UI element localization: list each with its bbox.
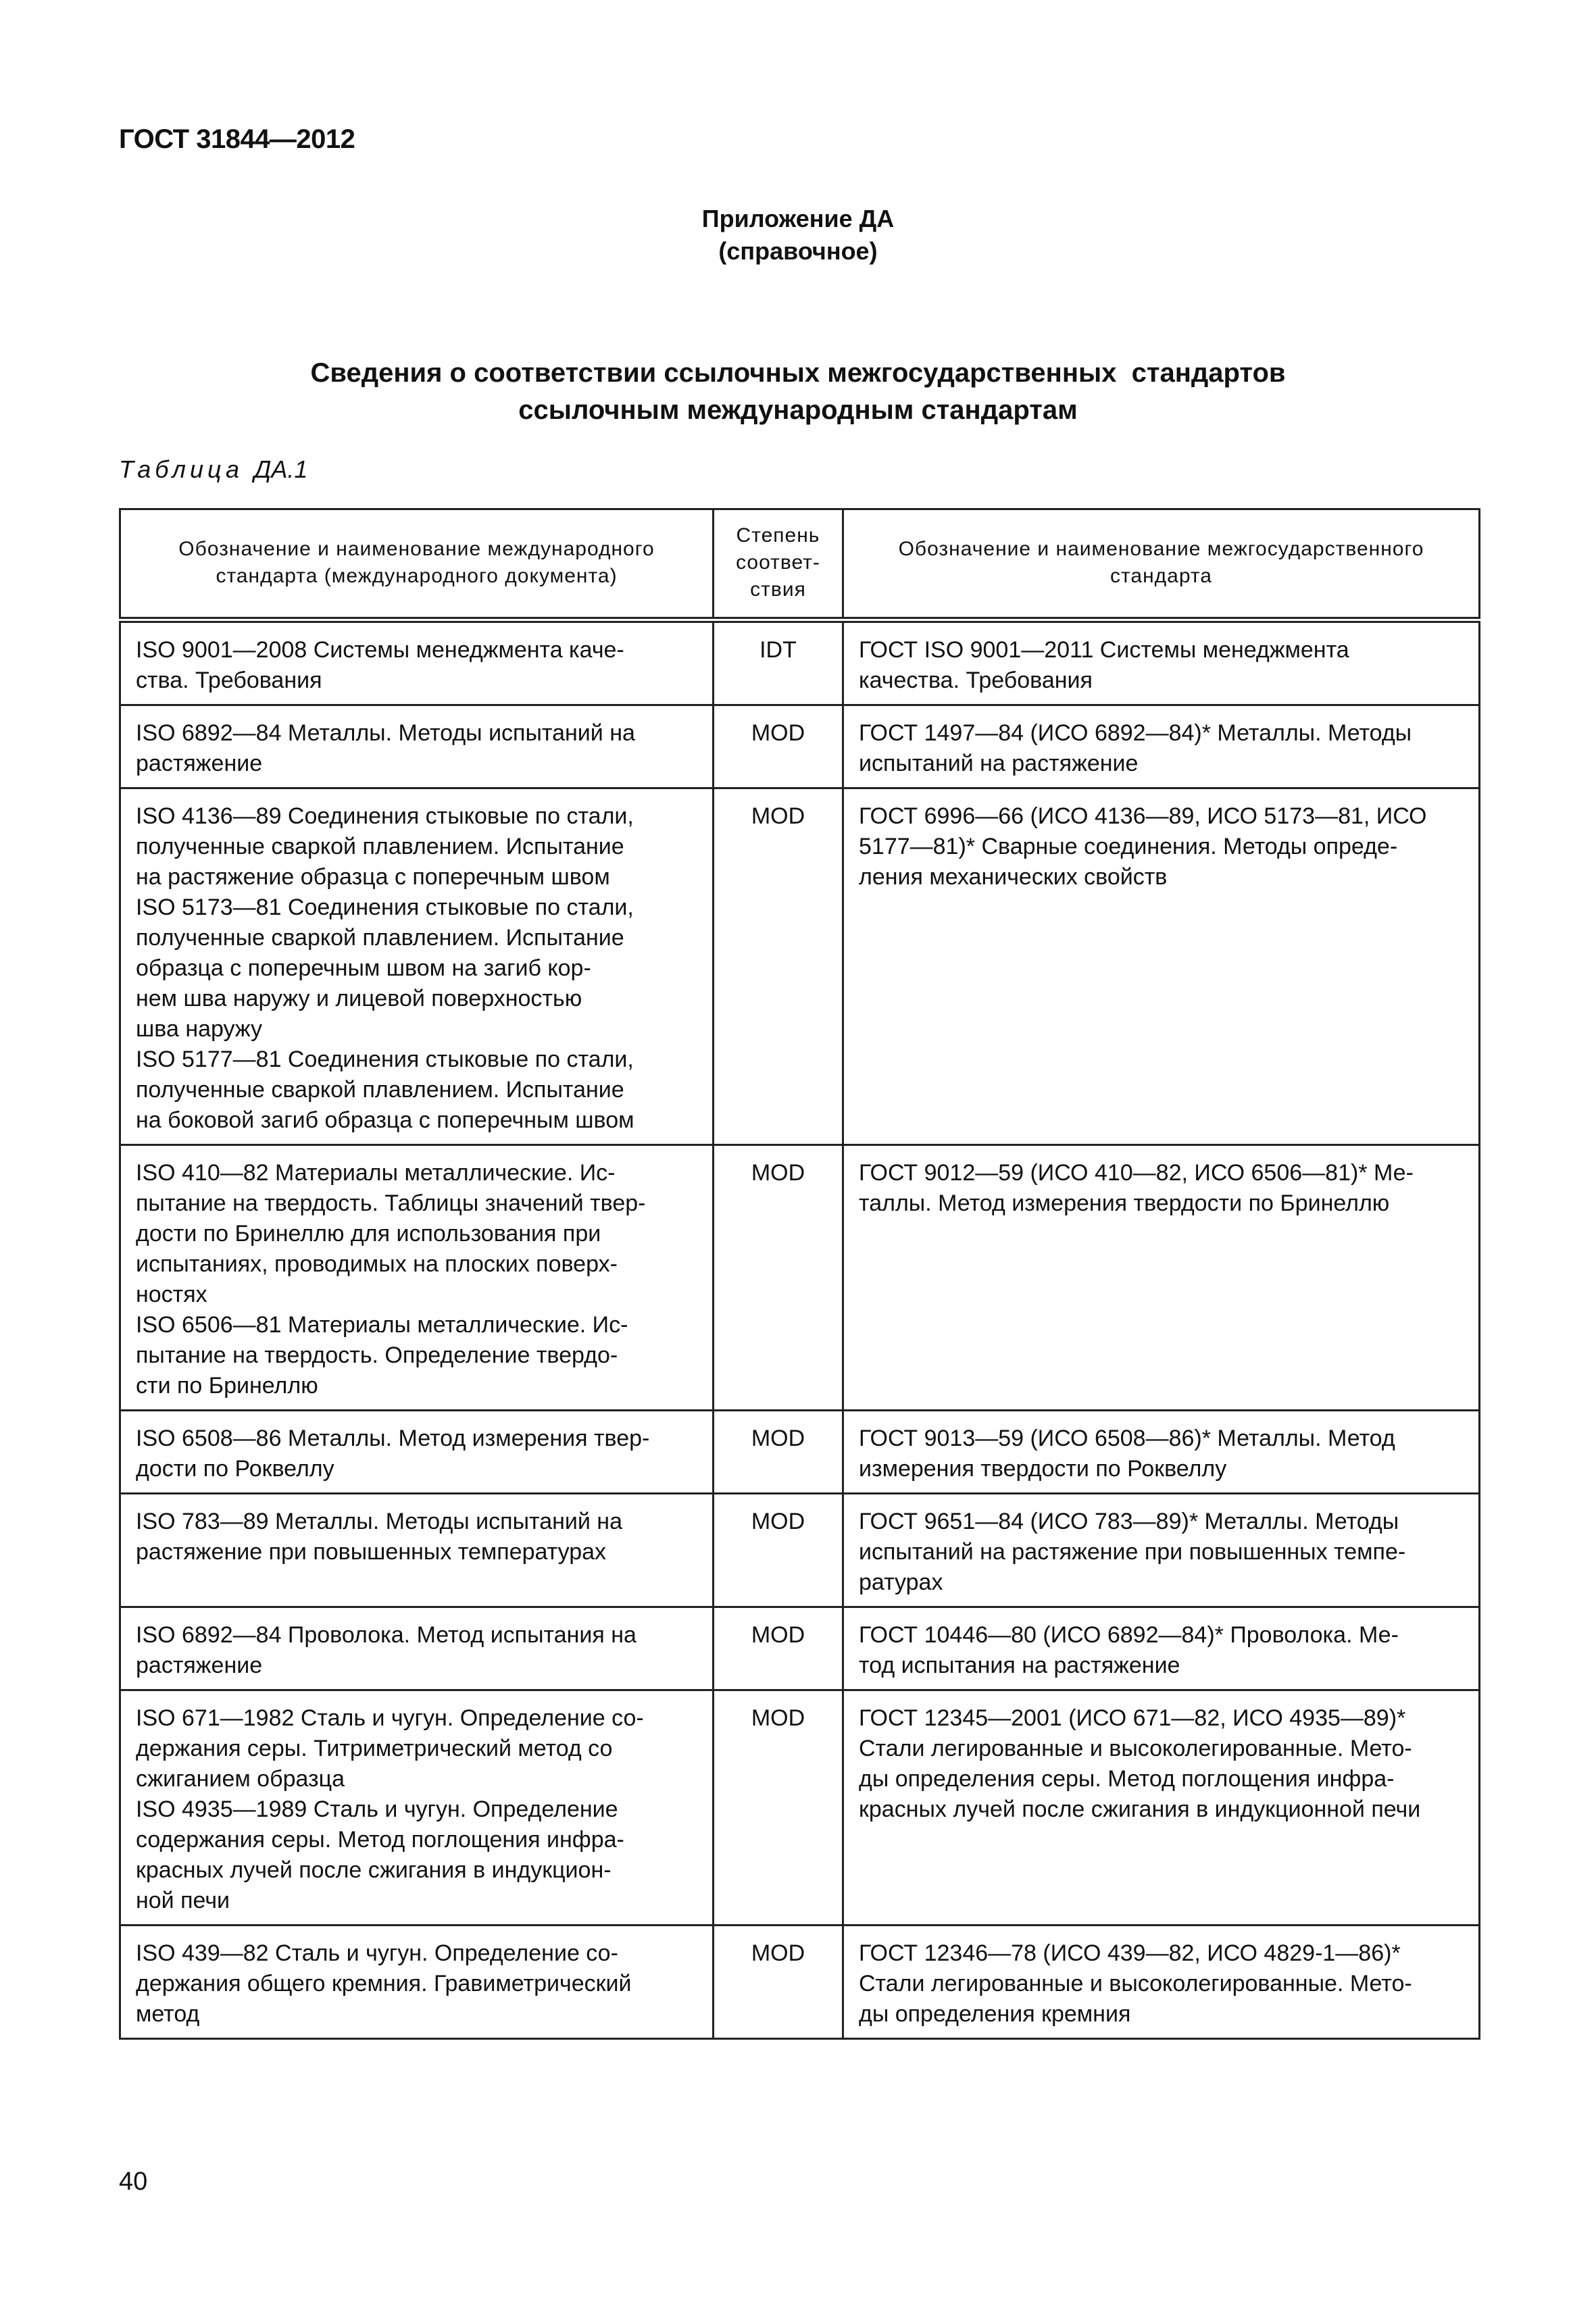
cell-international-standard	[120, 1411, 714, 1494]
cell-interstate-standard	[843, 705, 1480, 788]
cell-text-line: шва наружу	[136, 1016, 263, 1042]
cell-text-line: ISO 5173—81 Соединения стыковые по стали,	[136, 895, 634, 920]
cell-interstate-standard	[843, 1411, 1480, 1494]
cell-interstate-standard	[843, 620, 1480, 705]
cell-text-line: ГОСТ 12345—2001 (ИСО 671—82, ИСО 4935—89)*	[859, 1705, 1406, 1731]
cell-text-line: ностях	[136, 1282, 207, 1307]
cell-text-line: качества. Требования	[859, 668, 1093, 693]
cell-text-line: держания общего кремния. Гравиметрический	[136, 1971, 632, 1996]
cell-text-line: содержания серы. Метод поглощения инфра-	[136, 1827, 624, 1853]
cell-text-line: ISO 783—89 Металлы. Методы испытаний на	[136, 1509, 622, 1534]
cell-text-line: ГОСТ 12346—78 (ИСО 439—82, ИСО 4829-1—86)*	[859, 1940, 1401, 1966]
cell-text-line: ISO 4136—89 Соединения стыковые по стали,	[136, 803, 634, 829]
cell-text-line: тод испытания на растяжение	[859, 1653, 1180, 1678]
cell-degree-of-conformity: MOD	[714, 1145, 843, 1411]
cell-text-line: на боковой загиб образца с поперечным швом	[136, 1107, 634, 1133]
appendix-title: Приложение ДА	[701, 205, 895, 232]
cell-text-line: ды определения серы. Метод поглощения инфра-	[859, 1766, 1395, 1792]
table-caption-word: Таблица	[119, 455, 244, 483]
cell-text-line: измерения твердости по Роквеллу	[859, 1456, 1227, 1482]
cell-text-line: ГОСТ 9651—84 (ИСО 783—89)* Металлы. Методы	[859, 1509, 1399, 1534]
cell-text-line: ГОСТ 10446—80 (ИСО 6892—84)* Проволока. Ме-	[859, 1622, 1399, 1648]
cell-text-line: ISO 9001—2008 Системы менеджмента каче-	[136, 637, 624, 663]
cell-international-standard	[120, 1690, 714, 1926]
cell-text-line: образца с поперечным швом на загиб кор-	[136, 955, 591, 981]
cell-international-standard	[120, 788, 714, 1145]
cell-text-line: ГОСТ 9013—59 (ИСО 6508—86)* Металлы. Метод	[859, 1426, 1395, 1451]
cell-text-line: красных лучей после сжигания в индукционной печи	[859, 1796, 1421, 1822]
standards-correspondence-table	[119, 508, 1480, 2040]
cell-text-line: сжиганием образца	[136, 1766, 345, 1792]
cell-text-line: пытание на твердость. Определение твердо-	[136, 1342, 618, 1368]
cell-interstate-standard	[843, 1690, 1480, 1926]
cell-interstate-standard	[843, 1607, 1480, 1690]
cell-text-line: ISO 671—1982 Сталь и чугун. Определение со-	[136, 1705, 644, 1731]
cell-text-line: ISO 4935—1989 Сталь и чугун. Определение	[136, 1796, 618, 1822]
cell-international-standard	[120, 1607, 714, 1690]
cell-degree-of-conformity: MOD	[714, 1926, 843, 2039]
cell-text-line: ства. Требования	[136, 668, 322, 693]
header-interstate-standard: Обозначение и наименование межгосударственного стандарта	[843, 509, 1480, 620]
table-caption-number: ДА.1	[254, 455, 308, 483]
cell-interstate-standard	[843, 1494, 1480, 1607]
cell-text-line: ISO 5177—81 Соединения стыковые по стали,	[136, 1047, 634, 1072]
table-row	[120, 1145, 1480, 1411]
cell-degree-of-conformity: MOD	[714, 1411, 843, 1494]
cell-degree-of-conformity: MOD	[714, 1494, 843, 1607]
cell-text-line: держания серы. Титриметрический метод со	[136, 1736, 613, 1761]
cell-interstate-standard	[843, 1926, 1480, 2039]
appendix-type: (справочное)	[718, 237, 878, 265]
cell-text-line: таллы. Метод измерения твердости по Бринеллю	[859, 1190, 1390, 1216]
cell-degree-of-conformity: MOD	[714, 788, 843, 1145]
cell-text-line: ISO 410—82 Материалы металлические. Ис-	[136, 1160, 616, 1186]
cell-degree-of-conformity: IDT	[714, 620, 843, 705]
section-title-line-2: ссылочным международным стандартам	[518, 395, 1078, 425]
cell-text-line: ISO 439—82 Сталь и чугун. Определение со-	[136, 1940, 618, 1966]
cell-text-line: полученные сваркой плавлением. Испытание	[136, 834, 624, 859]
cell-text-line: растяжение при повышенных температурах	[136, 1539, 607, 1565]
cell-text-line: испытаниях, проводимых на плоских поверх-	[136, 1251, 618, 1277]
cell-text-line: пытание на твердость. Таблицы значений твер-	[136, 1190, 646, 1216]
cell-interstate-standard	[843, 788, 1480, 1145]
header-degree-of-conformity: Степень соответ-ствия	[714, 509, 843, 620]
table-row	[120, 1411, 1480, 1494]
cell-degree-of-conformity: MOD	[714, 705, 843, 788]
cell-text-line: испытаний на растяжение при повышенных темпе-	[859, 1539, 1406, 1565]
table-row	[120, 1690, 1480, 1926]
cell-text-line: полученные сваркой плавлением. Испытание	[136, 1077, 624, 1103]
cell-text-line: ГОСТ ISO 9001—2011 Системы менеджмента	[859, 637, 1349, 663]
cell-text-line: дости по Бринеллю для использования при	[136, 1221, 601, 1247]
cell-text-line: ISO 6506—81 Материалы металлические. Ис-	[136, 1312, 628, 1338]
cell-text-line: ISO 6892—84 Металлы. Методы испытаний на	[136, 720, 635, 746]
header-international-standard: Обозначение и наименование международного стандарта (международного документа)	[120, 509, 714, 620]
cell-interstate-standard	[843, 1145, 1480, 1411]
cell-text-line: ления механических свойств	[859, 864, 1168, 890]
cell-text-line: ГОСТ 6996—66 (ИСО 4136—89, ИСО 5173—81, ИСО	[859, 803, 1427, 829]
cell-international-standard	[120, 620, 714, 705]
cell-text-line: ГОСТ 1497—84 (ИСО 6892—84)* Металлы. Методы	[859, 720, 1412, 746]
table-caption	[119, 455, 307, 484]
cell-text-line: полученные сваркой плавлением. Испытание	[136, 925, 624, 951]
cell-degree-of-conformity: MOD	[714, 1690, 843, 1926]
cell-text-line: сти по Бринеллю	[136, 1373, 318, 1399]
cell-text-line: растяжение	[136, 1653, 263, 1678]
page-number: 40	[119, 2167, 148, 2196]
cell-text-line: испытаний на растяжение	[859, 751, 1139, 776]
cell-text-line: метод	[136, 2001, 200, 2027]
cell-text-line: нем шва наружу и лицевой поверхностью	[136, 986, 582, 1011]
cell-text-line: 5177—81)* Сварные соединения. Методы опреде-	[859, 834, 1398, 859]
table-body	[120, 620, 1480, 2039]
cell-degree-of-conformity: MOD	[714, 1607, 843, 1690]
table-row	[120, 620, 1480, 705]
table-row	[120, 1494, 1480, 1607]
cell-text-line: ной печи	[136, 1888, 230, 1913]
cell-text-line: ГОСТ 9012—59 (ИСО 410—82, ИСО 6506—81)* Ме-	[859, 1160, 1414, 1186]
table-row	[120, 788, 1480, 1145]
cell-text-line: на растяжение образца с поперечным швом	[136, 864, 610, 890]
cell-text-line: дости по Роквеллу	[136, 1456, 334, 1482]
cell-international-standard	[120, 705, 714, 788]
cell-text-line: ды определения кремния	[859, 2001, 1131, 2027]
cell-international-standard	[120, 1145, 714, 1411]
cell-text-line: Стали легированные и высоколегированные. Мето-	[859, 1971, 1412, 1996]
cell-international-standard	[120, 1926, 714, 2039]
section-title	[0, 355, 1596, 429]
cell-text-line: ISO 6508—86 Металлы. Метод измерения твер-	[136, 1426, 650, 1451]
table-row	[120, 705, 1480, 788]
cell-text-line: Стали легированные и высоколегированные. Мето-	[859, 1736, 1412, 1761]
appendix-heading	[0, 203, 1596, 268]
document-code: ГОСТ 31844—2012	[119, 124, 355, 154]
table-header-row	[120, 509, 1480, 620]
cell-text-line: красных лучей после сжигания в индукцион-	[136, 1857, 612, 1883]
cell-international-standard	[120, 1494, 714, 1607]
section-title-line-1: Сведения о соответствии ссылочных межгосударственных стандартов	[310, 358, 1286, 388]
table-row	[120, 1607, 1480, 1690]
cell-text-line: растяжение	[136, 751, 263, 776]
cell-text-line: ISO 6892—84 Проволока. Метод испытания на	[136, 1622, 637, 1648]
cell-text-line: ратурах	[859, 1569, 943, 1595]
table-row	[120, 1926, 1480, 2039]
